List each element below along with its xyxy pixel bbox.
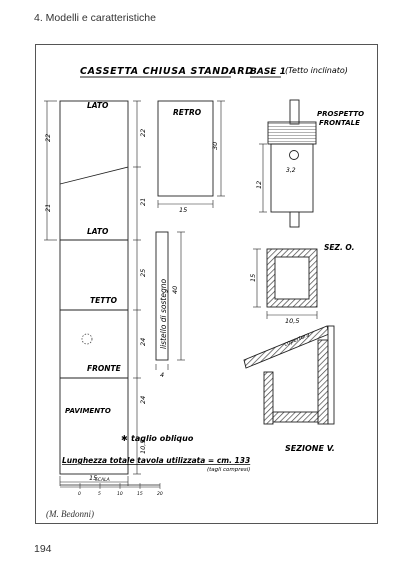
label-fronte: FRONTE xyxy=(87,364,121,373)
front-entrance-hole xyxy=(290,151,299,160)
label-tetto: TETTO xyxy=(90,296,118,305)
label-lato-2: LATO xyxy=(87,227,109,236)
credit: (M. Bedonni) xyxy=(46,509,94,519)
dim-retro-height: 30 xyxy=(211,141,219,150)
taglio-star: ✱ xyxy=(121,434,128,443)
technical-drawing xyxy=(35,44,378,524)
section-o xyxy=(267,249,317,307)
dim-tetto-right: 24 xyxy=(139,337,147,346)
sezione-v-label: SEZIONE V. xyxy=(285,444,335,453)
chapter-heading: 4. Modelli e caratteristiche xyxy=(34,12,156,24)
dim-pavimento-right: 10,5 xyxy=(139,439,147,454)
dim-fronte-right: 24 xyxy=(139,395,147,404)
svg-text:20: 20 xyxy=(157,492,163,497)
svg-text:5: 5 xyxy=(98,492,101,497)
dim-front-height: 12 xyxy=(255,180,263,189)
svg-text:SCALA: SCALA xyxy=(95,478,110,483)
front-elevation xyxy=(268,100,316,227)
svg-text:15: 15 xyxy=(137,492,143,497)
total-length: Lunghezza totale tavola utilizzata = cm. 133 xyxy=(62,456,251,465)
prospetto-label-2: FRONTALE xyxy=(319,119,360,127)
page-number: 194 xyxy=(34,543,52,555)
main-board-strip xyxy=(60,101,128,474)
dim-lato-left: 22 xyxy=(44,133,52,142)
svg-text:10: 10 xyxy=(117,492,123,497)
label-lato-1: LATO xyxy=(87,101,109,110)
entrance-hole xyxy=(82,334,92,344)
label-listello: listello di sostegno xyxy=(159,278,168,349)
label-pavimento: PAVIMENTO xyxy=(65,407,111,415)
sez-o-label: SEZ. O. xyxy=(324,243,355,252)
base-note: (Tetto inclinato) xyxy=(285,66,348,75)
base-label: BASE 1 xyxy=(250,67,286,77)
svg-text:0: 0 xyxy=(78,492,81,497)
dim-sez-o-width: 10,5 xyxy=(285,317,300,325)
dim-lato-top: 22 xyxy=(139,128,147,137)
dim-listello-width: 4 xyxy=(160,371,165,379)
dim-lato-mid-left: 21 xyxy=(44,203,52,212)
dim-listello-height: 40 xyxy=(171,285,179,294)
dim-retro-width: 15 xyxy=(179,206,188,214)
copertura-label: copertura xyxy=(283,332,311,348)
taglio-obliquo: taglio obliquo xyxy=(131,434,194,443)
dim-hole: 3,2 xyxy=(286,167,296,174)
dim-lato2-right: 25 xyxy=(139,268,147,277)
scale-bar xyxy=(60,477,163,497)
dim-sez-o-height: 15 xyxy=(249,273,257,282)
drawing-title: CASSETTA CHIUSA STANDARD xyxy=(80,66,254,77)
tagli-note: (tagli compresi) xyxy=(207,467,251,473)
label-retro: RETRO xyxy=(173,108,202,117)
prospetto-label-1: PROSPETTO xyxy=(317,110,365,118)
dim-width-bottom: 15 xyxy=(89,474,98,482)
dim-lato-mid: 21 xyxy=(139,197,147,206)
